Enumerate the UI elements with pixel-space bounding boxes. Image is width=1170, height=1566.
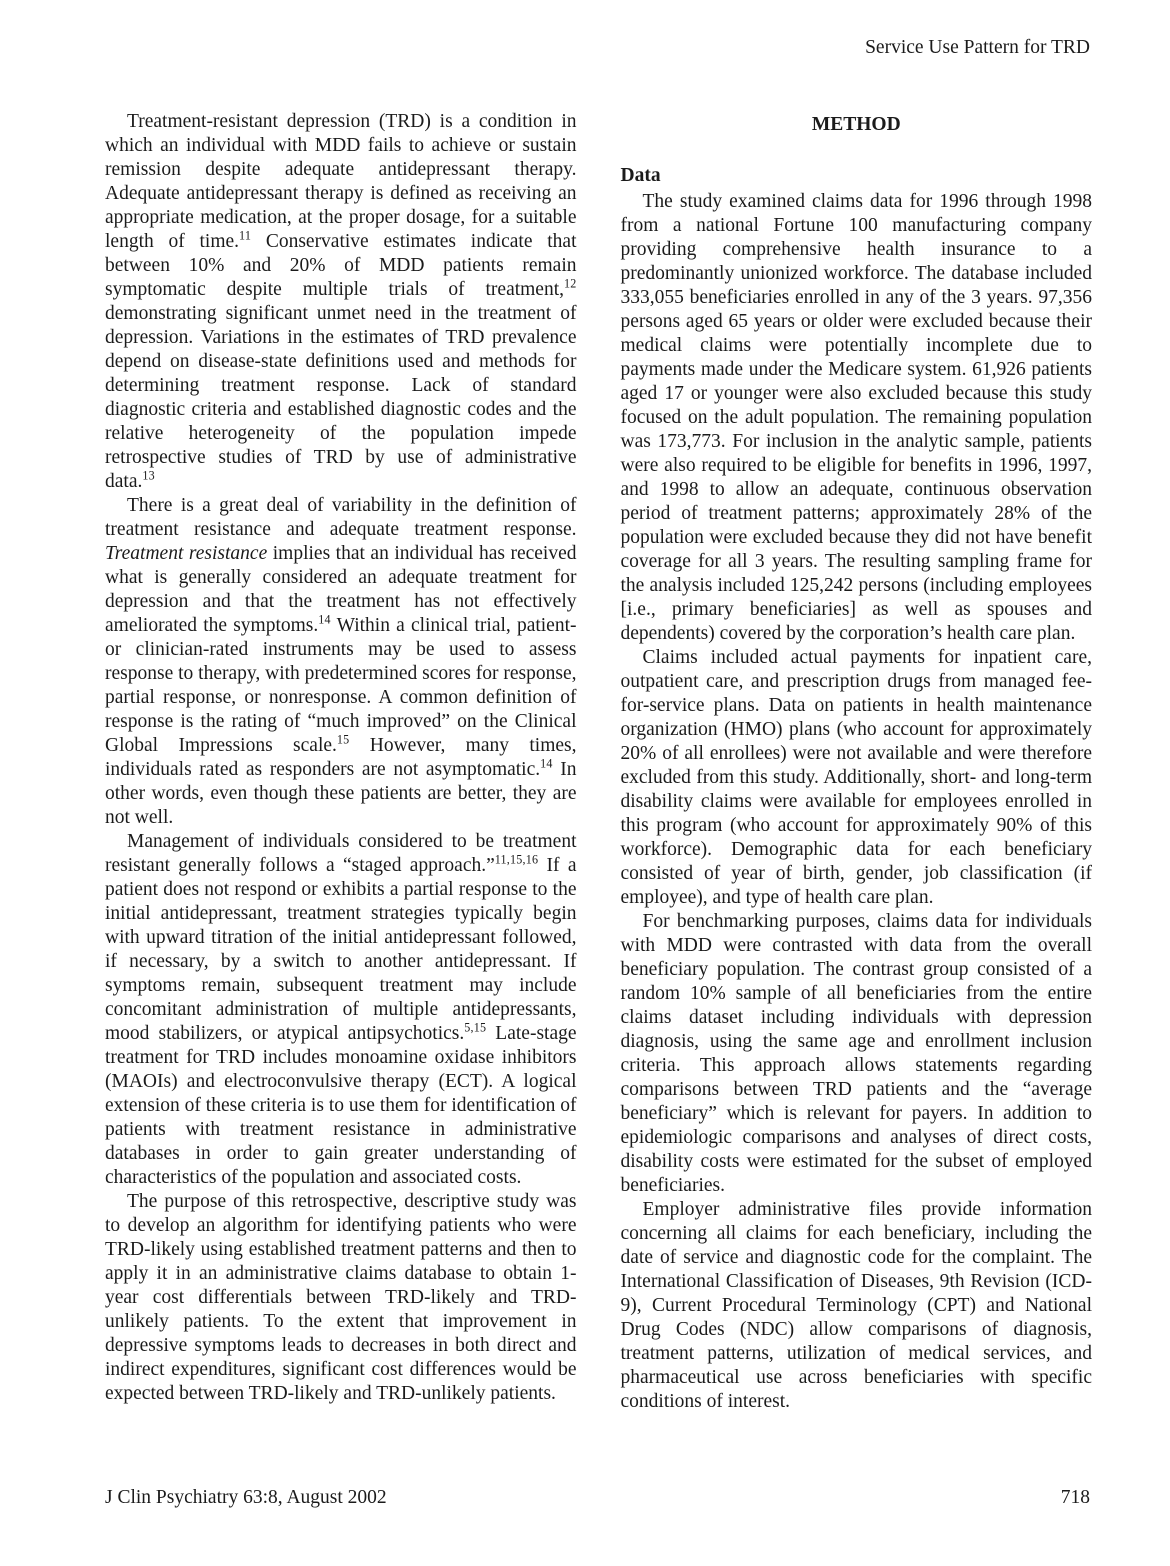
left-column: [105, 110, 577, 1414]
page-footer: [105, 1486, 1090, 1510]
paragraph: The purpose of this retrospective, descriptive study was to develop an algorithm for identifying patients who were TRD-likely using established treatment patterns and then to apply it in an administrative claims database to obtain 1-year cost differentials between TRD-likely and TRD-unlikely patients. To the extent that improvement in depressive symptoms leads to decreases in both direct and indirect expenditures, significant cost differences would be expected between TRD-likely and TRD-unlikely patients.: [105, 1191, 577, 1404]
paragraph: Claims included actual payments for inpatient care, outpatient care, and prescription drugs from managed fee-for-service plans. Data on patients in health maintenance organization (HMO) plans (who account for approximately 20% of all enrollees) were not available and were therefore excluded from this study. Additionally, short- and long-term disability claims were available for employees enrolled in this program (who account for approximately 90% of this workforce). Demographic data for each beneficiary consisted of year of birth, gender, job classification (if employee), and type of health care plan.: [620, 647, 1092, 908]
two-column-body: [105, 110, 1092, 1414]
running-head: Service Use Pattern for TRD: [865, 37, 1090, 58]
paragraph: The study examined claims data for 1996 through 1998 from a national Fortune 100 manufacturing company providing comprehensive health insurance to a predominantly unionized workforce. The database included 333,055 beneficiaries enrolled in any of the 3 years. 97,356 persons aged 65 years or older were excluded because their medical claims were potentially incomplete due to payments made under the Medicare system. 61,926 patients aged 17 or younger were also excluded because this study focused on the adult population. The remaining population was 173,773. For inclusion in the analytic sample, patients were also required to be eligible for benefits in 1996, 1997, and 1998 to allow an adequate, continuous observation period of treatment patterns; approximately 28% of the population were excluded because they did not have benefit coverage for all 3 years. The resulting sampling frame for the analysis included 125,242 persons (including employees [i.e., primary beneficiaries] as well as spouses and dependents) covered by the corporation’s health care plan.: [620, 191, 1092, 644]
paragraph: Management of individuals considered to be treatment resistant generally follows a “staged approach.”$^{11,15,16}$ If a patient does not respond or exhibits a partial response to the initial antidepressant, treatment strategies typically begin with upward titration of the initial antidepressant followed, if necessary, by a switch to another antidepressant. If symptoms remain, subsequent treatment may include concomitant administration of multiple antidepressants, mood stabilizers, or atypical antipsychotics.$^{5,15}$ Late-stage treatment for TRD includes monoamine oxidase inhibitors (MAOIs) and electroconvulsive therapy (ECT). A logical extension of these criteria is to use them for identification of patients with treatment resistance in administrative databases in order to gain greater understanding of characteristics of the population and associated costs.: [105, 831, 577, 1188]
paragraph: Employer administrative files provide information concerning all claims for each beneficiary, including the date of service and diagnostic code for the complaint. The International Classification of Diseases, 9th Revision (ICD-9), Current Procedural Terminology (CPT) and National Drug Codes (NDC) allow comparisons of diagnosis, treatment patterns, utilization of medical services, and pharmaceutical use across beneficiaries with specific conditions of interest.: [620, 1199, 1092, 1412]
paragraph: Treatment-resistant depression (TRD) is a condition in which an individual with MDD fails to achieve or sustain remission despite adequate antidepressant therapy. Adequate antidepressant therapy is defined as receiving an appropriate medication, at the proper dosage, for a suitable length of time.$^{11}$ Conservative estimates indicate that between 10% and 20% of MDD patients remain symptomatic despite multiple trials of treatment,$^{12}$ demonstrating significant unmet need in the treatment of depression. Variations in the estimates of TRD prevalence depend on disease-state definitions used and methods for determining treatment response. Lack of standard diagnostic criteria and established diagnostic codes and the relative heterogeneity of the population impede retrospective studies of TRD by use of administrative data.$^{13}$: [105, 111, 577, 492]
journal-citation: J Clin Psychiatry 63:8, August 2002: [105, 1487, 387, 1508]
right-column: [621, 110, 1093, 1414]
section-heading-method: METHOD: [811, 114, 901, 135]
page-number: 718: [1060, 1487, 1090, 1508]
paragraph: There is a great deal of variability in the definition of treatment resistance and adequate treatment response. Treatment resistance implies that an individual has received what is generally considered an adequate treatment for depression and that the treatment has not effectively ameliorated the symptoms.$^{14}$ Within a clinical trial, patient- or clinician-rated instruments may be used to assess response to therapy, with predetermined scores for response, partial response, or nonresponse. A common definition of response is the rating of “much improved” on the Clinical Global Impressions scale.$^{15}$ However, many times, individuals rated as responders are not asymptomatic.$^{14}$ In other words, even though these patients are better, they are not well.: [105, 495, 577, 828]
subsection-heading-data: Data: [620, 165, 661, 186]
paragraph: For benchmarking purposes, claims data for individuals with MDD were contrasted with data from the overall beneficiary population. The contrast group consisted of a random 10% sample of all beneficiaries from the entire claims dataset including individuals with depression diagnosis, using the same age and enrollment inclusion criteria. This approach allows statements regarding comparisons between TRD patients and the “average beneficiary” which is relevant for payers. In addition to epidemiologic comparisons and analyses of direct costs, disability costs were estimated for the subset of employed beneficiaries.: [620, 911, 1092, 1196]
